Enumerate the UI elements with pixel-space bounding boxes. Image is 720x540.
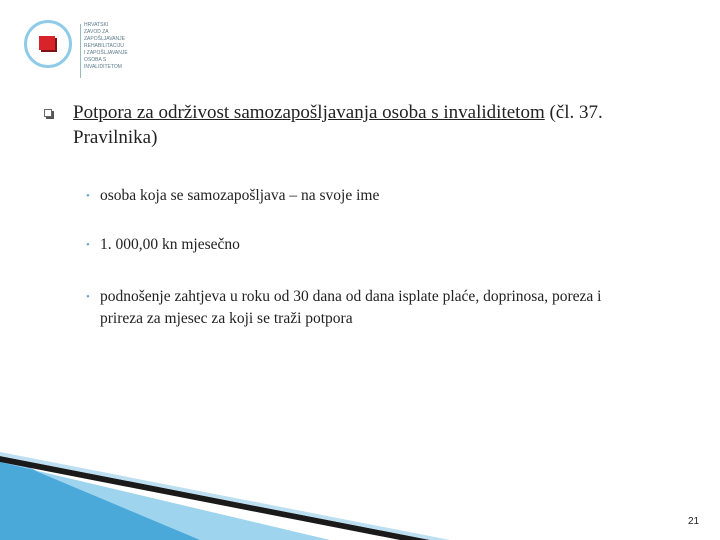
logo-line-3: ZAPOŠLJAVANJE <box>84 36 125 42</box>
bullet-text: osoba koja se samozapošljava – na svoje ime <box>100 187 380 204</box>
heading-underlined: Potpora za održivost samozapošljavanja osoba s invaliditetom <box>73 102 545 123</box>
logo-line-4: REHABILITACIJU <box>84 43 124 49</box>
logo-line-6: OSOBA S <box>84 57 107 63</box>
logo-line-1: HRVATSKI <box>84 22 109 28</box>
checkbox-bullet-icon <box>44 109 54 119</box>
bullet-dot-icon: • <box>86 190 90 202</box>
bullet-item <box>86 185 646 207</box>
institution-logo <box>20 18 130 78</box>
bullet-item <box>86 234 646 256</box>
page-number: 21 <box>688 516 700 527</box>
slide-heading <box>73 100 633 150</box>
bullet-text: 1. 000,00 kn mjesečno <box>100 236 240 253</box>
logo-divider <box>80 24 81 78</box>
logo-line-7: INVALIDITETOM <box>84 64 122 70</box>
logo-red-square <box>39 36 55 50</box>
logo-line-5: I ZAPOŠLJAVANJE <box>84 50 128 56</box>
logo-line-2: ZAVOD ZA <box>84 29 109 35</box>
heading-reference: (čl. 37. Pravilnika) <box>73 102 603 148</box>
bullet-item <box>86 286 646 330</box>
bullet-dot-icon: • <box>86 291 90 303</box>
bullet-text: podnošenje zahtjeva u roku od 30 dana od dana isplate plaće, doprinosa, poreza i prireza za mjesec za koji se traži potpora <box>100 288 602 327</box>
bullet-dot-icon: • <box>86 239 90 251</box>
logo-text <box>84 22 144 71</box>
